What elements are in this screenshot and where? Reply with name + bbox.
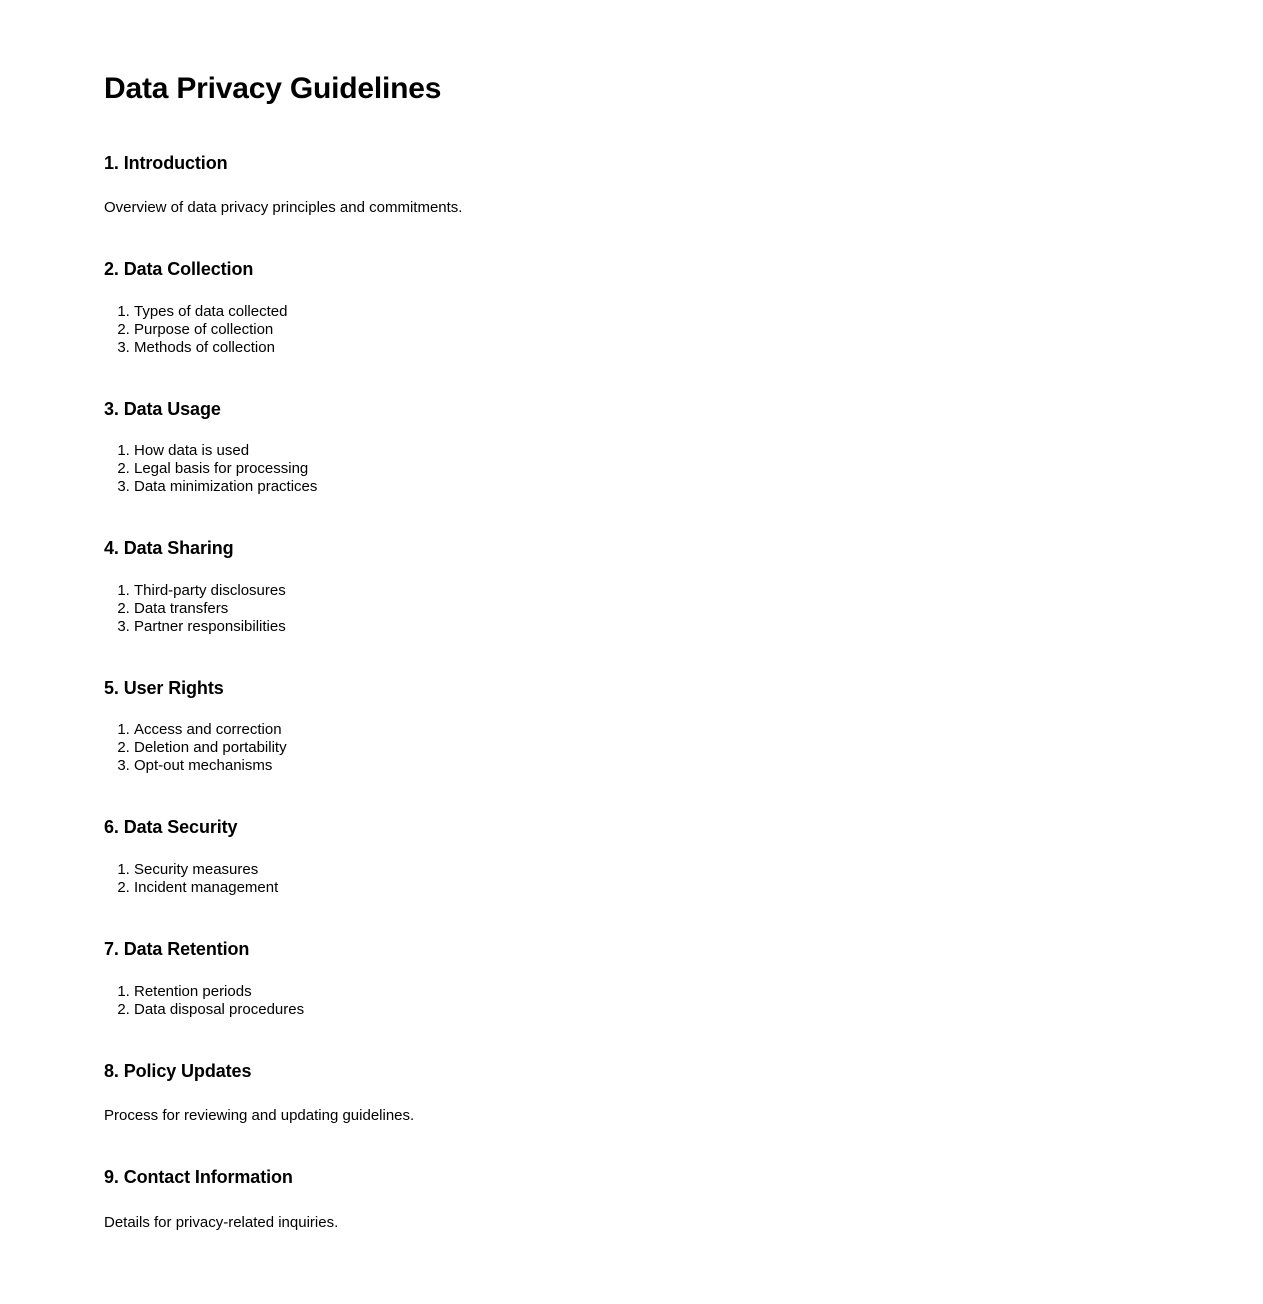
list-item: 1. Access and correction bbox=[134, 721, 1159, 739]
section-heading: 1. Introduction bbox=[104, 152, 228, 173]
document-section bbox=[104, 1061, 1159, 1126]
list-item: 3. Opt-out mechanisms bbox=[134, 757, 1159, 775]
list-item: 2. Legal basis for processing bbox=[134, 460, 1159, 478]
document-section bbox=[104, 538, 1159, 636]
list-item: 2. Deletion and portability bbox=[134, 739, 1159, 757]
document-section bbox=[104, 939, 1159, 1019]
section-paragraph: Overview of data privacy principles and commitments. bbox=[104, 199, 463, 217]
section-paragraph: Process for reviewing and updating guidelines. bbox=[104, 1107, 415, 1125]
list-item: 3. Partner responsibilities bbox=[134, 618, 1159, 636]
section-heading: 3. Data Usage bbox=[104, 398, 221, 419]
document-section bbox=[104, 399, 1159, 497]
list-item: 1. Third-party disclosures bbox=[134, 582, 1159, 600]
section-ordered-list bbox=[104, 303, 1159, 357]
section-ordered-list bbox=[104, 721, 1159, 775]
section-heading: 8. Policy Updates bbox=[104, 1060, 252, 1081]
list-item: 2. Data disposal procedures bbox=[134, 1001, 1159, 1019]
section-heading: 5. User Rights bbox=[104, 677, 224, 698]
section-ordered-list bbox=[104, 983, 1159, 1019]
document-section bbox=[104, 678, 1159, 776]
list-item: 3. Data minimization practices bbox=[134, 478, 1159, 496]
section-ordered-list bbox=[104, 442, 1159, 496]
section-paragraph: Details for privacy-related inquiries. bbox=[104, 1213, 339, 1231]
section-heading: 2. Data Collection bbox=[104, 259, 254, 280]
list-item: 1. Retention periods bbox=[134, 983, 1159, 1001]
section-heading: 6. Data Security bbox=[104, 817, 238, 838]
document-section bbox=[104, 817, 1159, 897]
section-heading: 7. Data Retention bbox=[104, 939, 250, 960]
section-ordered-list bbox=[104, 582, 1159, 636]
sections-container bbox=[104, 153, 1159, 1232]
list-item: 3. Methods of collection bbox=[134, 339, 1159, 357]
section-ordered-list bbox=[104, 861, 1159, 897]
document-section bbox=[104, 153, 1159, 218]
list-item: 1. Types of data collected bbox=[134, 303, 1159, 321]
page-title: Data Privacy Guidelines bbox=[104, 72, 442, 105]
section-heading: 9. Contact Information bbox=[104, 1167, 293, 1188]
document-section bbox=[104, 1167, 1159, 1232]
document-section bbox=[104, 259, 1159, 357]
list-item: 1. How data is used bbox=[134, 442, 1159, 460]
list-item: 2. Purpose of collection bbox=[134, 321, 1159, 339]
list-item: 2. Data transfers bbox=[134, 600, 1159, 618]
section-heading: 4. Data Sharing bbox=[104, 538, 234, 559]
list-item: 2. Incident management bbox=[134, 879, 1159, 897]
list-item: 1. Security measures bbox=[134, 861, 1159, 879]
